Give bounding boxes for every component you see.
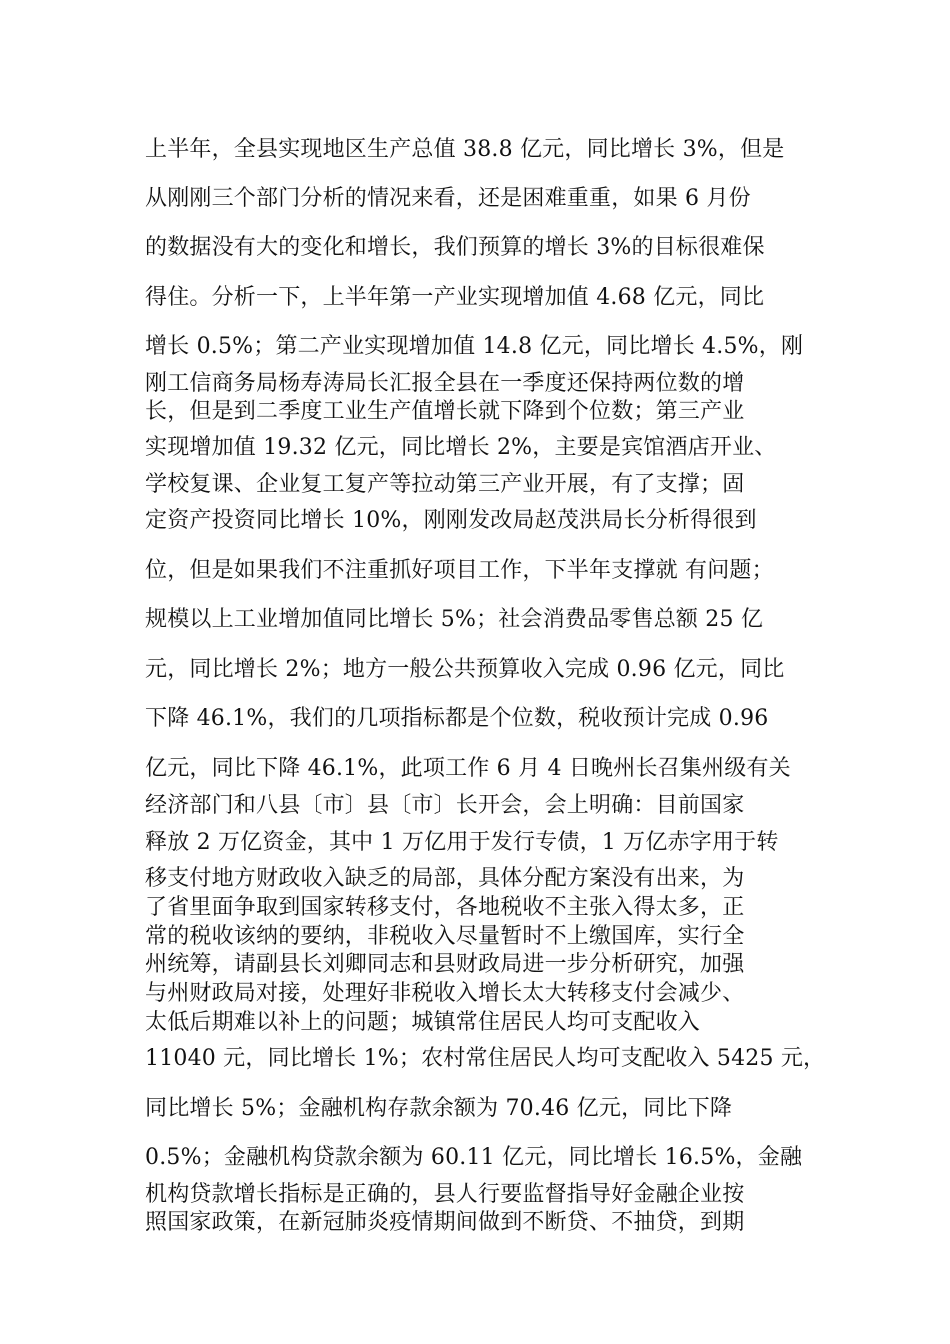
- text-line: 规模以上工业增加值同比增长 5%；社会消费品零售总额 25 亿: [145, 607, 764, 632]
- text-line: 机构贷款增长指标是正确的，县人行要监督指导好金融企业按: [145, 1182, 745, 1207]
- text-line: 位，但是如果我们不注重抓好项目工作，下半年支撑就 有问题；: [145, 558, 774, 583]
- text-line: 与州财政局对接，处理好非税收入增长太大转移支付会减少、: [145, 981, 745, 1006]
- text-line: 太低后期难以补上的问题；城镇常住居民人均可支配收入: [145, 1010, 701, 1035]
- text-line: 长，但是到二季度工业生产值增长就下降到个位数；第三产业: [145, 399, 745, 424]
- text-line: 增长 0.5%；第二产业实现增加值 14.8 亿元，同比增长 4.5%，刚: [145, 334, 804, 359]
- text-line: 得住。分析一下，上半年第一产业实现增加值 4.68 亿元，同比: [145, 285, 765, 310]
- text-line: 经济部门和八县〔市〕县〔市〕长开会，会上明确：目前国家: [145, 793, 745, 818]
- text-line: 从刚刚三个部门分析的情况来看，还是困难重重，如果 6 月份: [145, 186, 751, 211]
- text-line: 11040 元，同比增长 1%；农村常住居民人均可支配收入 5425 元，: [145, 1046, 826, 1071]
- text-line: 常的税收该纳的要纳，非税收入尽量暂时不上缴国库，实行全: [145, 924, 745, 949]
- text-line: 0.5%；金融机构贷款余额为 60.11 亿元，同比增长 16.5%，金融: [145, 1145, 803, 1170]
- text-line: 了省里面争取到国家转移支付，各地税收不主张入得太多，正: [145, 895, 745, 920]
- text-line: 刚工信商务局杨寿涛局长汇报全县在一季度还保持两位数的增: [145, 371, 745, 396]
- text-line: 定资产投资同比增长 10%，刚刚发改局赵茂洪局长分析得很到: [145, 508, 757, 533]
- text-line: 下降 46.1%，我们的几项指标都是个位数，税收预计完成 0.96: [145, 706, 769, 731]
- text-line: 照国家政策，在新冠肺炎疫情期间做到不断贷、不抽贷，到期: [145, 1210, 745, 1235]
- text-line: 州统筹，请副县长刘卿同志和县财政局进一步分析研究，加强: [145, 952, 745, 977]
- text-line: 亿元，同比下降 46.1%，此项工作 6 月 4 日晚州长召集州级有关: [145, 756, 791, 781]
- text-line: 上半年，全县实现地区生产总值 38.8 亿元，同比增长 3%，但是: [145, 137, 785, 162]
- text-line: 释放 2 万亿资金，其中 1 万亿用于发行专债，1 万亿赤字用于转: [145, 830, 779, 855]
- text-line: 元，同比增长 2%；地方一般公共预算收入完成 0.96 亿元，同比: [145, 657, 785, 682]
- text-line: 同比增长 5%；金融机构存款余额为 70.46 亿元，同比下降: [145, 1096, 733, 1121]
- text-line: 学校复课、企业复工复产等拉动第三产业开展，有了支撑；固: [145, 472, 745, 497]
- text-line: 移支付地方财政收入缺乏的局部，具体分配方案没有出来，为: [145, 866, 745, 891]
- text-line: 实现增加值 19.32 亿元，同比增长 2%，主要是宾馆酒店开业、: [145, 435, 777, 460]
- text-line: 的数据没有大的变化和增长，我们预算的增长 3%的目标很难保: [145, 235, 765, 260]
